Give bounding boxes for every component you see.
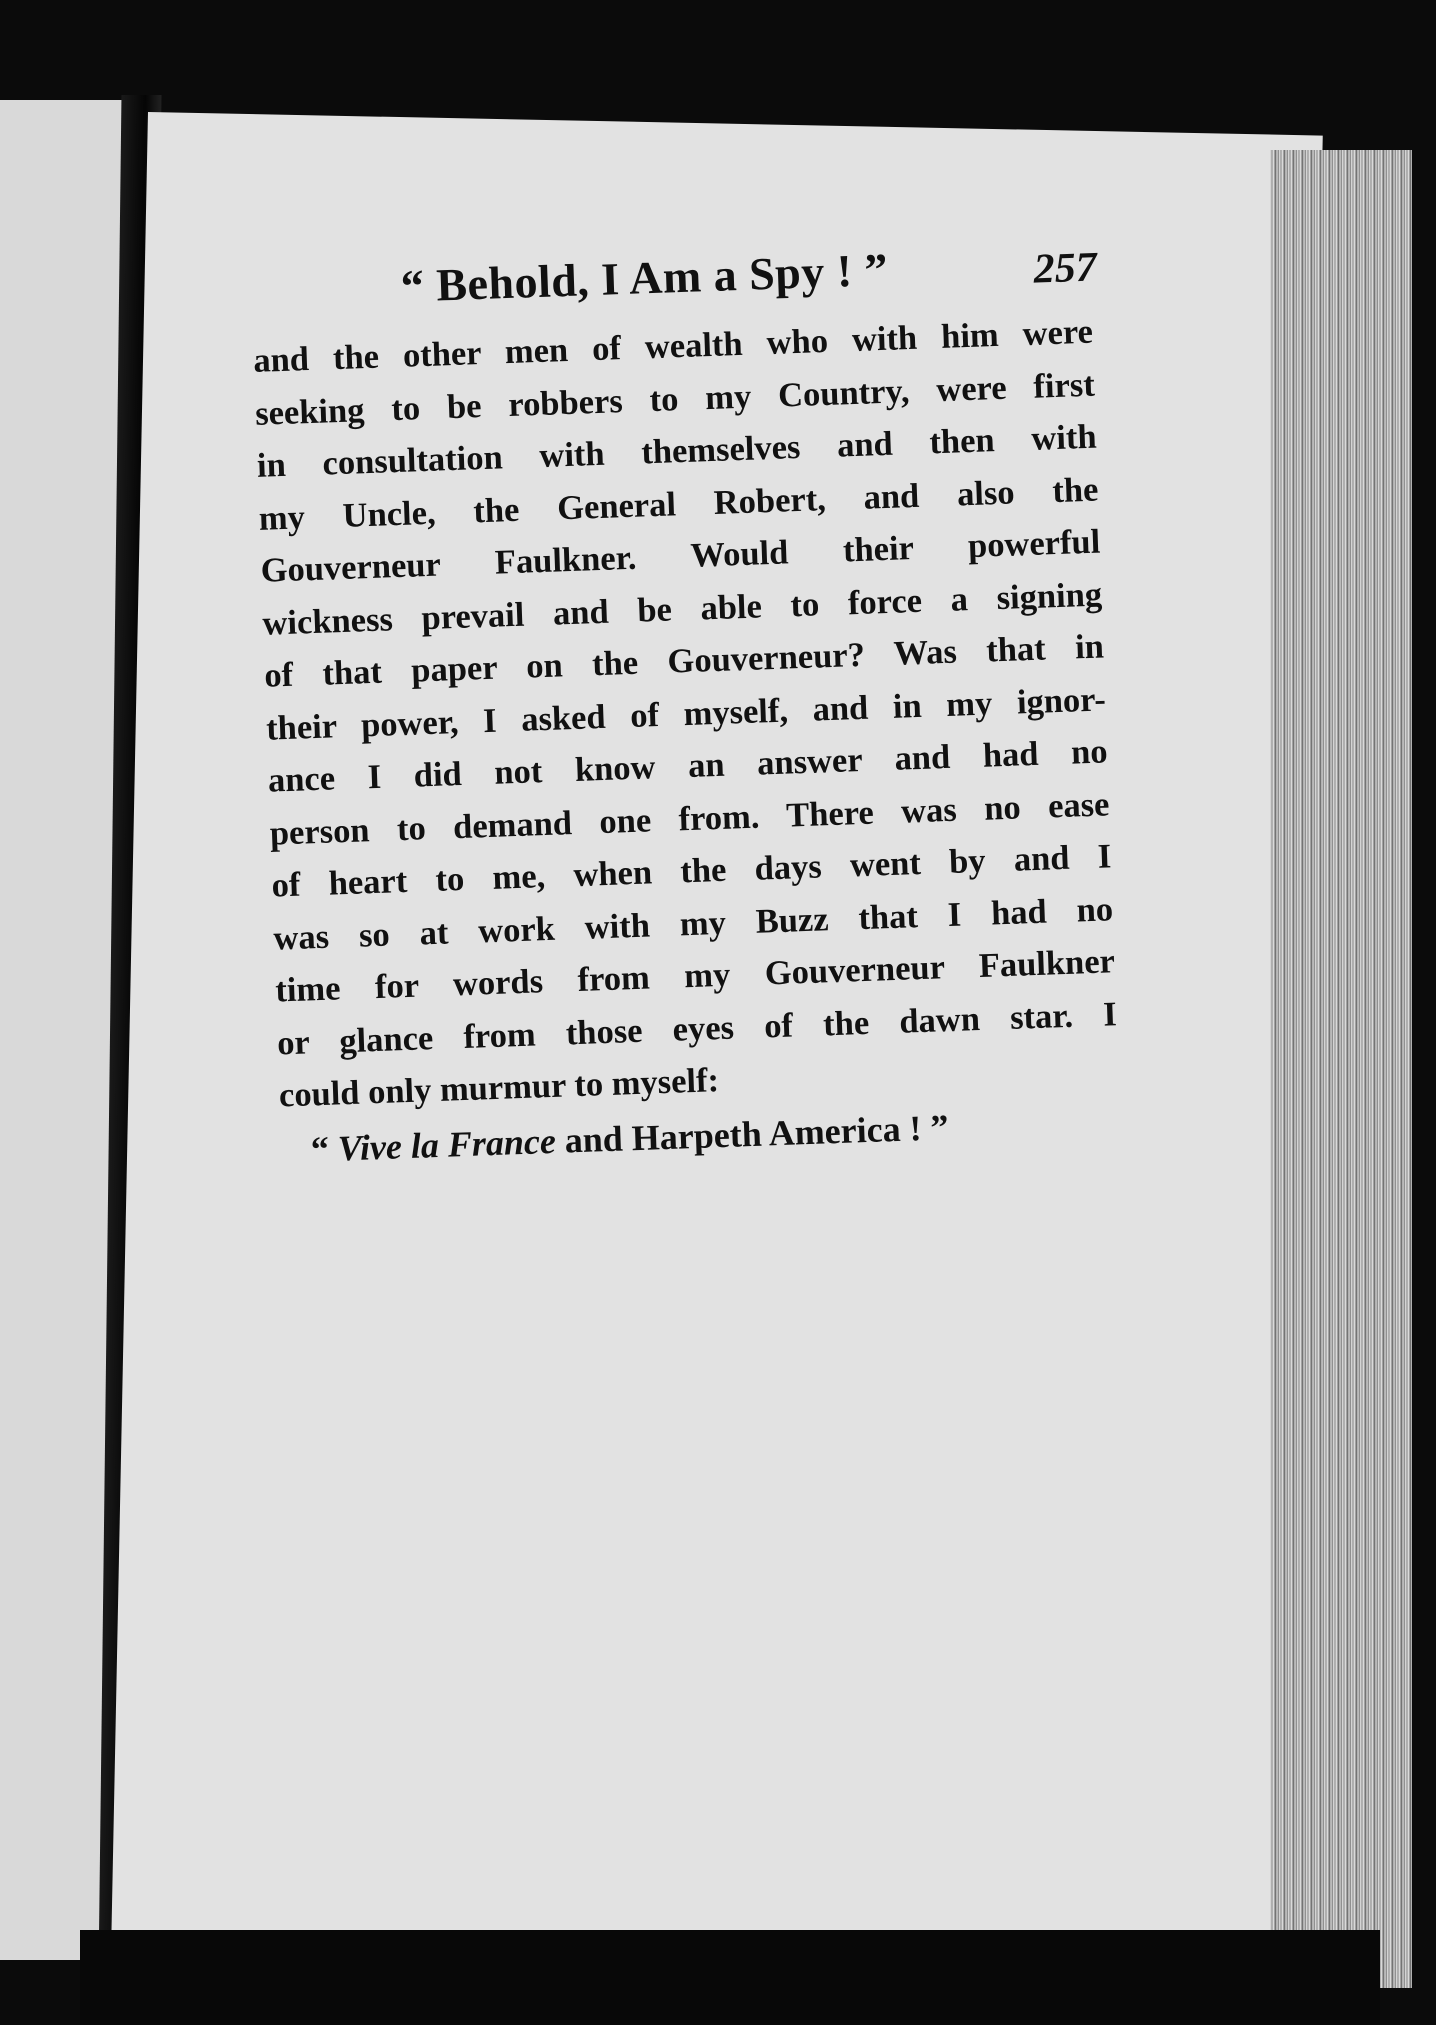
open-quote: “ [310,1127,339,1169]
closing-text: and Harpeth America ! ” [555,1106,950,1161]
text-line: of heart to me, when the days went by and I [271,837,1112,905]
text-line: wickness prevail and be able to force a signing [261,574,1103,643]
text-line: person to demand one from. There was no ease [269,784,1110,853]
page-number: 257 [1032,244,1098,293]
text-line: seeking to be robbers to my Country, were first [254,365,1096,433]
italic-phrase: Vive la France [337,1120,557,1168]
bottom-shadow [80,1930,1380,2025]
text-line: in consultation with themselves and then with [256,417,1098,485]
chapter-title: “ Behold, I Am a Spy ! ” [399,243,889,312]
text-line: of that paper on the Gouverneur? Was that in [263,627,1105,695]
text-line: was so at work with my Buzz that I had no [272,889,1114,958]
page-text-block [250,236,1121,1178]
text-line: time for words from my Gouverneur Faulkner [274,942,1116,1010]
page-stack-edge [1270,150,1412,1988]
text-line: and the other men of wealth who with him were [252,312,1094,380]
text-line: or glance from those eyes of the dawn star. I [276,994,1118,1063]
body-text [252,306,1121,1178]
text-line: Gouverneur Faulkner. Would their powerful [260,522,1101,590]
text-line: their power, I asked of myself, and in my ignor- [265,679,1107,748]
text-line: could only murmur to myself: [278,1061,720,1115]
text-line: my Uncle, the General Robert, and also the [258,470,1099,538]
text-line: ance I did not know an answer and had no [267,732,1109,800]
